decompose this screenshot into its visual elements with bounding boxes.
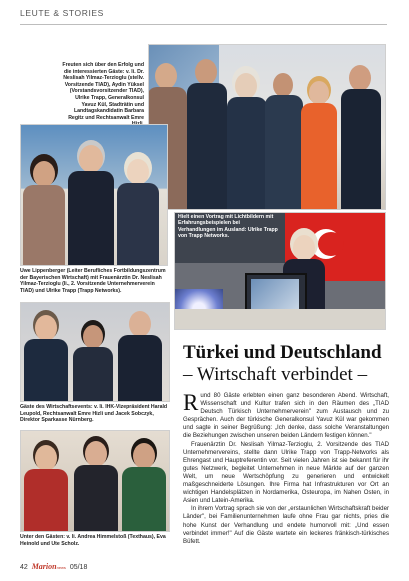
photo-lippenberger bbox=[20, 124, 168, 266]
issue-number: 05/18 bbox=[69, 564, 88, 571]
article-body bbox=[183, 392, 389, 546]
article-title: Türkei und Deutschland bbox=[183, 342, 382, 363]
caption-ladies: Unter den Gästen: v. li. Andrea Himmelstoß (Texthaus), Eva Heinold und Ute Scholz. bbox=[20, 534, 166, 547]
article-paragraph-1 bbox=[183, 392, 389, 441]
drop-cap: R bbox=[183, 390, 199, 415]
article-subtitle: – Wirtschaft verbindet – bbox=[183, 364, 368, 385]
header-divider bbox=[20, 24, 387, 25]
article-paragraph-2: Frauenärztin Dr. Neslisah Yilmaz-Terzioglu, 2. Vorsitzende des TIAD Unternehmervereins, stellte dann Ulrike Trapp von Trapp-Networks als Ehrengast und Hauptreferentin vor. Seit vielen Jahren ist sie bekannt für ihr gutes Netzwerk, begleitet Unternehmen in neue Märkte auf der ganzen Welt, um neue Wertschöpfung zu generieren und entwickelt maßgeschneiderte Lösungen. Ihre Firma hat Infrastrukturen vor Ort an wichtigen Handelsplätzen in Nordamerika, Osteuropa, im Nahen Osten, in Asien und Latein-Amerika. bbox=[183, 440, 389, 505]
caption-ihk: Gäste des Wirtschaftsevents: v. li. IHK-Vizepräsident Harald Leupold, Rechtsanwalt Emre Hizli und Jacek Sobczyk, Direktor Sparkasse Nürnberg. bbox=[20, 404, 168, 424]
photo-ladies bbox=[20, 430, 170, 532]
article-paragraph-3: In ihrem Vortrag sprach sie von der „erstaunlichen Wirtschaftskraft beider Länder", bei Familienunternehmen laufe ohne Frau gar nichts, pries die hohe Kunst der Verhandlung und endete humorvoll mit: „Und essen verbindet immer!" Auf die Gäste wartete ein leckeres fränkisch-türkisches Büfett. bbox=[183, 505, 389, 545]
page-number: 42 bbox=[20, 564, 28, 571]
photo-ihk bbox=[20, 302, 170, 402]
section-header: LEUTE & STORIES bbox=[20, 8, 104, 18]
photo-group-six bbox=[148, 44, 386, 210]
caption-top-group: Freuten sich über den Erfolg und die interessierten Gäste: v. li. Dr. Neslisah Yilmaz-Terzioglu (stellv. Vorsitzende TIAD), Aydin Yüksel (Vorstandsvorsitzender TIAD), Ulrike Trapp, Generalkonsul Yavuz Kül, Stadträtin und Landtagskandidatin Barbara Regitz und Rechtsanwalt Emre bbox=[62, 62, 144, 121]
brand-sub: news bbox=[56, 565, 66, 570]
paragraph-1-text: und 80 Gäste erlebten einen ganz besonderen Abend. Wirtschaft, Wissenschaft und Kultur trafen sich in den Räumen des „TIAD Deutsch Türkisch Unternehmerverein" zum Austausch und zu Gesprächen. Auch der türkische Generalkonsul Yavuz Kül war gekommen und sagte in seiner Begrüßung: „Ich denke, dass solche Veranstaltungen die Beziehungen zwischen unseren beiden Ländern festigen können." bbox=[183, 392, 389, 440]
caption-lippenberger: Uwe Lippenberger (Leiter Berufliches Fortbildungszentrum der Bayerischen Wirtschaft) mit Frauenärztin Dr. Neslisah Yilmaz-Terzioglu (li., 2. Vorsitzende Unternehmerverein TIAD) und Ulrike Trapp (Trapp Networks). bbox=[20, 268, 166, 294]
page-footer bbox=[20, 562, 87, 571]
brand-logo: Marion bbox=[31, 562, 57, 571]
caption-speaker: Hielt einen Vortrag mit Lichtbildern mit Erfahrungsbeispielen bei Verhandlungen im Ausland: Ulrike Trapp von Trapp Networks. bbox=[178, 214, 278, 240]
